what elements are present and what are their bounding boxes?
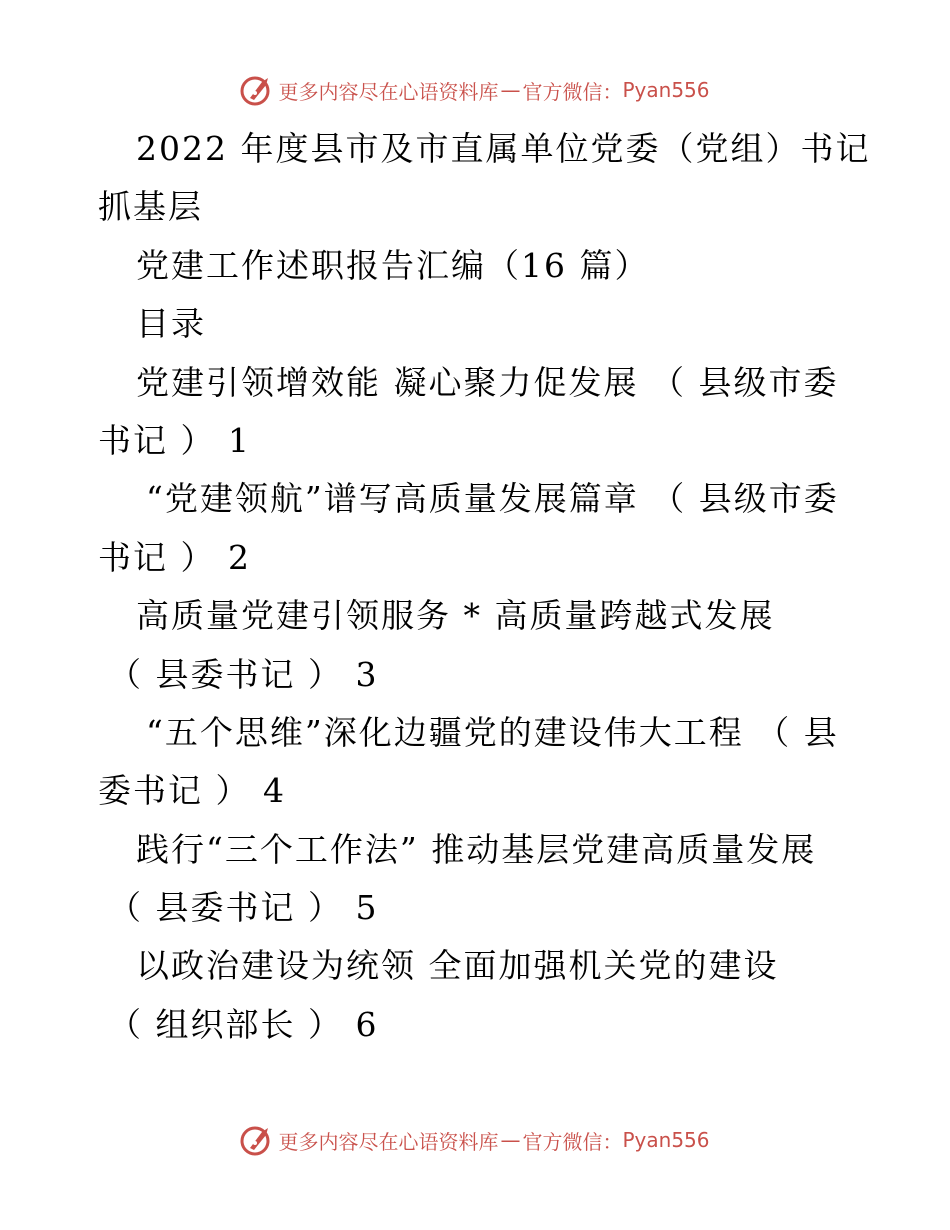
header-watermark (0, 74, 950, 106)
toc-entry-5-line-2: （ 县委书记 ） 5 (108, 888, 379, 928)
watermark-text: 更多内容尽在心语资料库 (278, 1129, 499, 1154)
toc-entry-5-line-1: 践行“三个工作法” 推动基层党建高质量发展 (136, 829, 817, 869)
watermark-dash: — (500, 78, 521, 102)
title-line-1: 2022 年度县市及市直属单位党委（党组）书记 (136, 129, 871, 168)
pen-nib-circle-icon (240, 1124, 274, 1156)
watermark-label: 官方微信： (522, 79, 623, 104)
watermark-text: 更多内容尽在心语资料库 (278, 79, 499, 104)
toc-heading: 目录 (136, 304, 206, 344)
watermark-label: 官方微信： (522, 1129, 623, 1154)
document-body (98, 120, 878, 1054)
toc-entry-6-line-1: 以政治建设为统领 全面加强机关党的建设 (136, 946, 779, 986)
watermark-account: Pyan556 (622, 78, 710, 102)
watermark-dash: — (500, 1128, 521, 1152)
toc-entry-1-line-2: 书记 ） 1 (98, 420, 251, 460)
toc-entry-2-line-2: 书记 ） 2 (98, 537, 251, 577)
title-line-2: 抓基层 (98, 187, 203, 227)
toc-entry-4-line-1: “五个思维”深化边疆党的建设伟大工程 （ 县 (146, 712, 839, 752)
toc-entry-4-line-2: 委书记 ） 4 (98, 771, 286, 811)
toc-entry-2-line-1: “党建领航”谱写高质量发展篇章 （ 县级市委 (146, 479, 839, 519)
pen-nib-circle-icon (240, 74, 274, 106)
toc-entry-3-line-2: （ 县委书记 ） 3 (108, 654, 379, 694)
footer-watermark (0, 1124, 950, 1156)
watermark-account: Pyan556 (622, 1128, 710, 1152)
toc-entry-1-line-1: 党建引领增效能 凝心聚力促发展 （ 县级市委 (136, 362, 839, 402)
toc-entry-6-line-2: （ 组织部长 ） 6 (108, 1004, 379, 1044)
title-line-3: 党建工作述职报告汇编（16 篇） (136, 245, 650, 285)
toc-entry-3-line-1: 高质量党建引领服务 * 高质量跨越式发展 (136, 596, 775, 636)
